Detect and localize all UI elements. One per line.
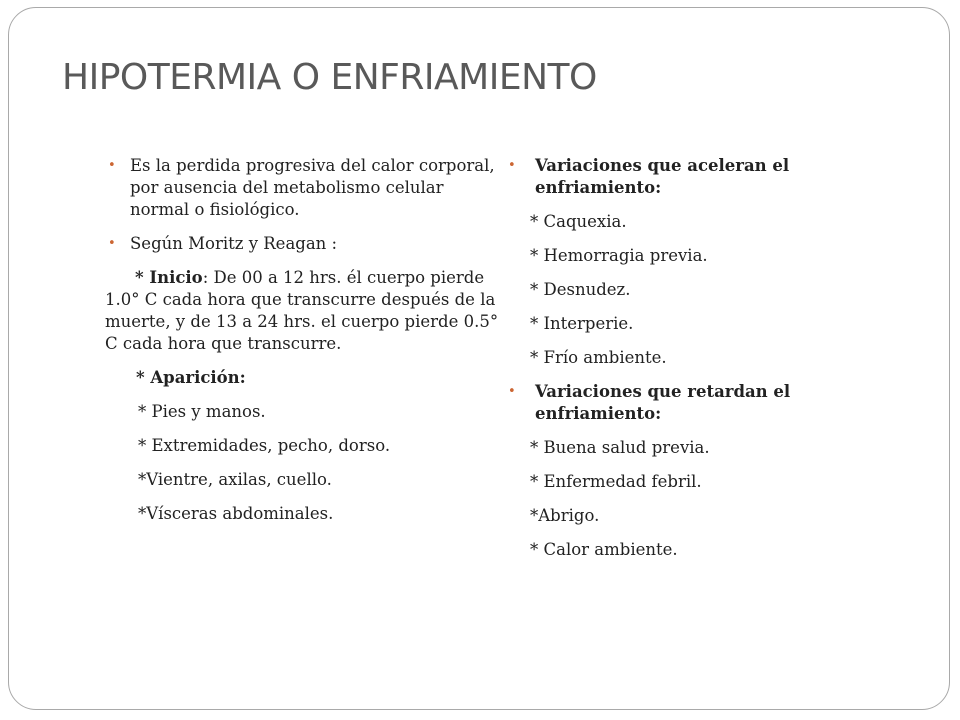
slide-title: HIPOTERMIA O ENFRIAMIENTO [62, 57, 597, 98]
inicio-label: * Inicio [135, 268, 203, 287]
inicio-text: : De 00 a 12 hrs. él cuerpo pierde 1.0° C cada hora que transcurre después de la muerte, y de 13 a 24 hrs. el cuerpo pierde 0.5° C cada hora que transcurre. [105, 268, 499, 353]
acelera-item: * Interperie. [530, 314, 634, 333]
retarda-item: * Enfermedad febril. [530, 472, 702, 491]
aparicion-item: *Vientre, axilas, cuello. [138, 470, 332, 489]
acelera-heading: Variaciones que aceleran el enfriamiento: [535, 156, 790, 197]
definition-text: Es la perdida progresiva del calor corporal, por ausencia del metabolismo celular normal o fisiológico. [130, 156, 495, 219]
bullet-dot-icon: • [108, 236, 116, 251]
aparicion-label: * Aparición: [136, 368, 246, 387]
right-bullet-acelera [500, 155, 840, 199]
left-bullet-source [100, 233, 500, 255]
right-bullet-retarda [500, 381, 840, 425]
source-text: Según Moritz y Reagan : [130, 234, 338, 253]
acelera-item: * Desnudez. [530, 280, 631, 299]
bullet-dot-icon: • [508, 158, 516, 173]
bullet-dot-icon: • [108, 158, 116, 173]
aparicion-item: * Extremidades, pecho, dorso. [138, 436, 391, 455]
retarda-heading: Variaciones que retardan el enfriamiento: [535, 382, 791, 423]
left-column [100, 155, 500, 525]
acelera-item: * Caquexia. [530, 212, 627, 231]
left-bullet-definition [100, 155, 500, 221]
acelera-item: * Hemorragia previa. [530, 246, 708, 265]
retarda-item: * Buena salud previa. [530, 438, 710, 457]
bullet-dot-icon: • [508, 384, 516, 399]
retarda-item: *Abrigo. [530, 506, 600, 525]
inicio-paragraph [100, 267, 500, 355]
aparicion-item: *Vísceras abdominales. [138, 504, 334, 523]
acelera-item: * Frío ambiente. [530, 348, 667, 367]
right-column [500, 155, 840, 561]
retarda-item: * Calor ambiente. [530, 540, 678, 559]
aparicion-item: * Pies y manos. [138, 402, 266, 421]
